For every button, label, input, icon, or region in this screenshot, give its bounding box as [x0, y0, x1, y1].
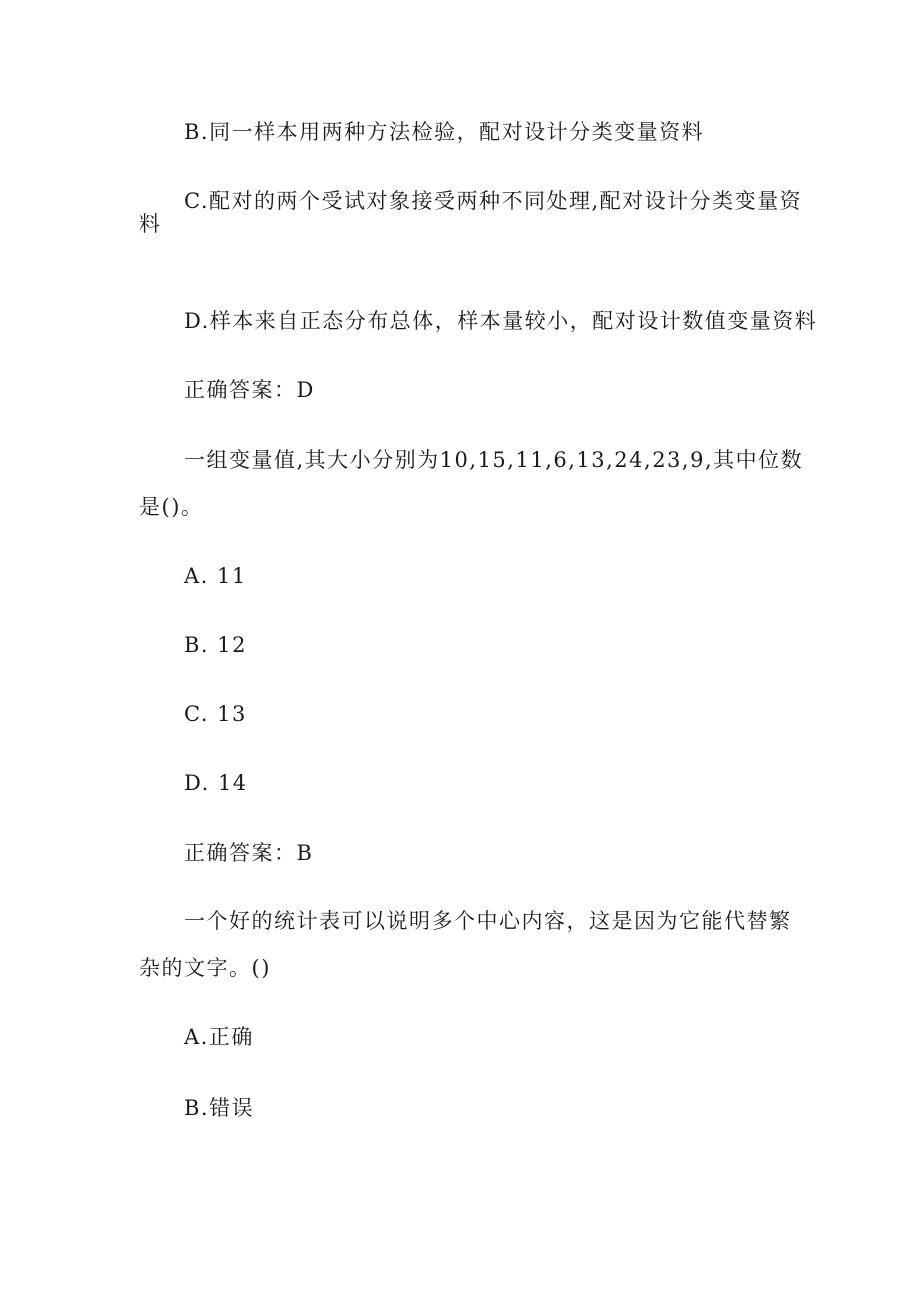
question-median-option-d: D. 14: [184, 771, 248, 795]
question-median-option-b: B. 12: [184, 633, 248, 657]
question-table-option-a: A.正确: [184, 1025, 254, 1049]
question-prev-answer: 正确答案：D: [184, 378, 315, 402]
question-prev-option-d: D.样本来自正态分布总体，样本量较小，配对设计数值变量资料: [184, 309, 818, 333]
question-median-stem-line2: 是()。: [139, 495, 204, 519]
question-median-option-a: A. 11: [184, 564, 247, 588]
question-median-stem-line1: 一组变量值,其大小分别为10,15,11,6,13,24,23,9,其中位数: [184, 448, 804, 472]
question-median-option-c: C. 13: [184, 702, 247, 726]
question-median-answer: 正确答案：B: [184, 841, 314, 865]
question-table-stem-line1: 一个好的统计表可以说明多个中心内容，这是因为它能代替繁: [184, 909, 792, 933]
question-prev-option-b: B.同一样本用两种方法检验，配对设计分类变量资料: [184, 120, 705, 144]
question-table-stem-line2: 杂的文字。(): [139, 956, 271, 980]
question-prev-option-c-line2: 料: [139, 212, 162, 236]
question-table-option-b: B.错误: [184, 1096, 255, 1120]
question-prev-option-c-line1: C.配对的两个受试对象接受两种不同处理,配对设计分类变量资: [184, 189, 803, 213]
